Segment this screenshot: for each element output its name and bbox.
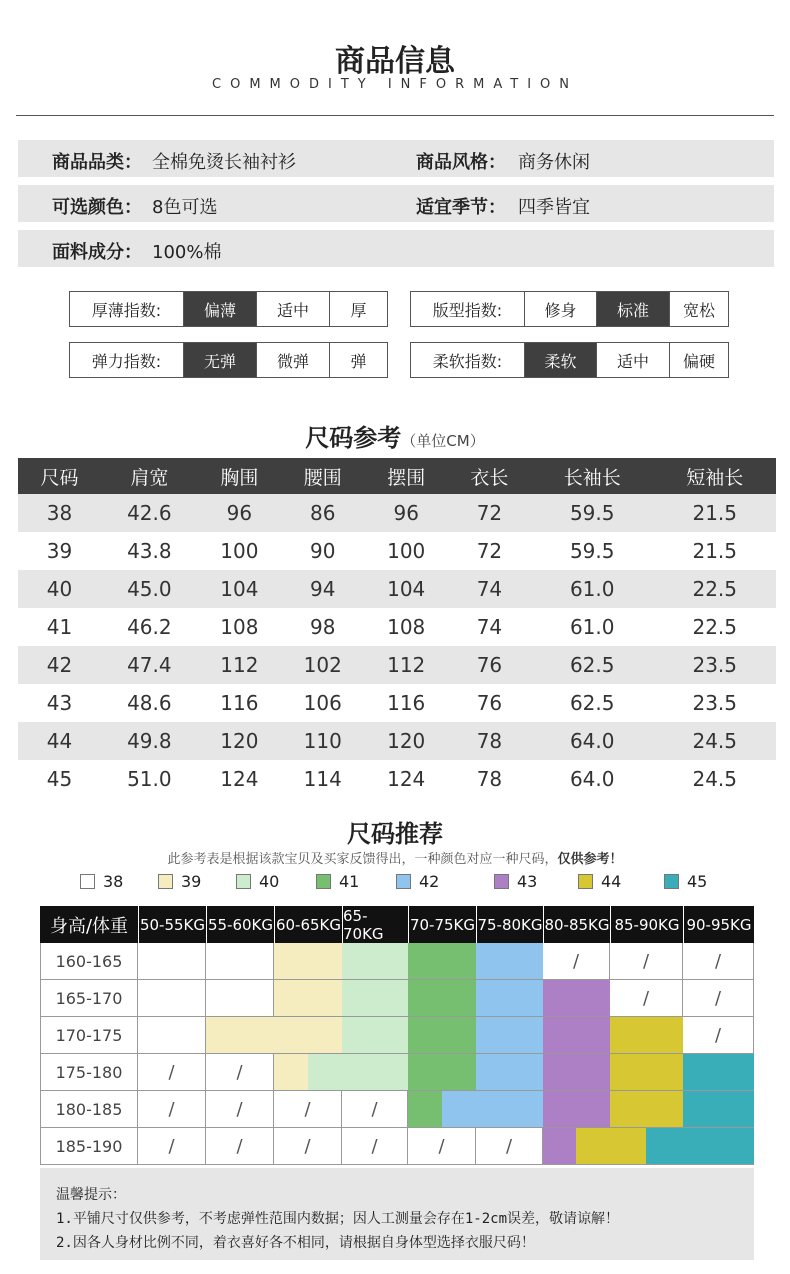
grid-cell: / [610, 943, 683, 980]
grid-cell [138, 943, 206, 980]
legend-label: 41 [339, 872, 360, 891]
legend-item-44 [578, 872, 621, 891]
size-table-header [18, 458, 776, 494]
legend-label: 38 [103, 872, 124, 891]
grid-cell [476, 943, 543, 980]
grid-cell-fill [274, 1054, 308, 1090]
size-cell: 61.0 [531, 570, 654, 608]
size-cell: 64.0 [569, 767, 615, 791]
size-col-header: 长袖长 [531, 458, 654, 494]
elasticity-option-none: 无弹 [183, 343, 256, 377]
legend-label: 43 [517, 872, 538, 891]
category-label: 商品品类： [52, 152, 142, 173]
elasticity-option-slight: 微弹 [256, 343, 329, 377]
size-cell: 86 [281, 494, 364, 532]
size-row [18, 608, 776, 646]
grid-cell: / [342, 1091, 408, 1128]
size-cell: 110 [281, 722, 364, 760]
grid-cell [476, 980, 543, 1017]
height-label: 170-175 [40, 1017, 138, 1054]
fit-index-label: 版型指数: [432, 300, 503, 320]
grid-cell: / [342, 1128, 408, 1165]
size-col-header: 腰围 [281, 458, 364, 494]
legend-label: 45 [687, 872, 708, 891]
size-cell: 62.5 [531, 646, 654, 684]
grid-cell: / [206, 1128, 274, 1165]
size-cell: 100 [220, 539, 259, 563]
info-row-3 [18, 230, 774, 267]
legend-label: 42 [419, 872, 440, 891]
size-row [18, 494, 776, 532]
size-cell: 76 [448, 646, 531, 684]
size-row [18, 532, 776, 570]
legend-swatch [664, 874, 679, 889]
grid-cell: / [408, 1128, 476, 1165]
grid-cell [274, 1017, 342, 1054]
grid-cell: / [206, 1054, 274, 1091]
style-value: 商务休闲 [518, 152, 590, 173]
size-row [18, 646, 776, 684]
softness-index-label: 柔软指数: [432, 351, 503, 371]
weight-header: 65-70KG [342, 906, 408, 943]
size-cell: 61.0 [569, 615, 615, 639]
tips-line-2: 2.因各人身材比例不同，着衣喜好各不相同，请根据自身体型选择衣服尺码！ [56, 1235, 535, 1251]
grid-cell: / [683, 943, 754, 980]
grid-cell [476, 1017, 543, 1054]
grid-cell [610, 1017, 683, 1054]
legend-swatch [396, 874, 411, 889]
grid-corner: 身高/体重 [40, 906, 138, 943]
grid-cell: / [206, 1091, 274, 1128]
size-col-header: 肩宽 [101, 458, 198, 494]
grid-cell: / [138, 1128, 206, 1165]
size-cell: 102 [281, 646, 364, 684]
recommend-note-emphasis: 仅供参考！ [557, 852, 623, 867]
size-cell: 74 [476, 615, 503, 639]
size-cell: 76 [476, 691, 503, 715]
grid-cell [683, 1054, 754, 1091]
size-cell: 46.2 [127, 615, 172, 639]
grid-cell [138, 1017, 206, 1054]
thickness-option-thick: 厚 [329, 292, 387, 326]
color-value: 8色可选 [152, 197, 218, 218]
info-row-1 [18, 140, 774, 177]
height-label: 160-165 [40, 943, 138, 980]
size-cell: 116 [220, 691, 259, 715]
size-cell: 40 [18, 570, 101, 608]
fit-option-loose: 宽松 [669, 292, 728, 326]
size-cell: 59.5 [531, 494, 654, 532]
size-table [18, 458, 776, 798]
size-cell: 23.5 [653, 646, 776, 684]
elasticity-index [69, 342, 388, 378]
height-label: 165-170 [40, 980, 138, 1017]
size-cell: 22.5 [653, 570, 776, 608]
recommend-title: 尺码推荐 [347, 820, 443, 848]
size-cell: 112 [198, 646, 281, 684]
weight-header: 55-60KG [206, 906, 274, 943]
size-cell: 108 [387, 615, 426, 639]
weight-header: 90-95KG [683, 906, 754, 943]
grid-cell [408, 1017, 476, 1054]
size-table-title: 尺码参考 [305, 424, 402, 452]
grid-cell: / [610, 980, 683, 1017]
size-cell: 45.0 [101, 570, 198, 608]
softness-index [410, 342, 729, 378]
grid-cell [476, 1091, 543, 1128]
fabric-label: 面料成分： [52, 242, 142, 263]
grid-border [137, 943, 138, 1165]
size-cell: 78 [476, 767, 503, 791]
grid-cell: / [683, 980, 754, 1017]
season-value: 四季皆宜 [518, 197, 590, 218]
softness-option-hard: 偏硬 [669, 343, 728, 377]
weight-header: 80-85KG [543, 906, 610, 943]
size-col-header: 衣长 [448, 458, 531, 494]
info-row-2 [18, 185, 774, 222]
tips-line-1: 1.平铺尺寸仅供参考，不考虑弹性范围内数据；因人工测量会存在1-2cm误差，敬请谅解！ [56, 1211, 619, 1227]
legend-item-40 [236, 872, 279, 891]
legend-label: 44 [601, 872, 622, 891]
size-cell: 116 [387, 691, 426, 715]
weight-header: 50-55KG [138, 906, 206, 943]
legend-swatch [578, 874, 593, 889]
grid-cell [138, 980, 206, 1017]
size-cell: 59.5 [569, 539, 615, 563]
size-cell: 72 [476, 539, 503, 563]
elasticity-option-elastic: 弹 [329, 343, 387, 377]
size-cell: 62.5 [569, 691, 615, 715]
style-label: 商品风格： [416, 152, 506, 173]
size-cell: 94 [281, 570, 364, 608]
grid-cell [543, 1091, 610, 1128]
size-cell: 124 [387, 767, 426, 791]
category-value: 全棉免烫长袖衬衫 [152, 152, 296, 173]
size-row [18, 570, 776, 608]
size-cell: 104 [198, 570, 281, 608]
size-col-header: 短袖长 [653, 458, 776, 494]
grid-cell-fill [610, 1128, 646, 1164]
grid-cell [408, 980, 476, 1017]
legend-item-42 [396, 872, 439, 891]
page-title: 商品信息 [335, 44, 455, 79]
size-cell: 38 [18, 494, 101, 532]
weight-header: 75-80KG [476, 906, 543, 943]
size-cell: 112 [364, 646, 447, 684]
grid-cell: / [274, 1128, 342, 1165]
size-cell: 44 [18, 722, 101, 760]
height-label: 185-190 [40, 1128, 138, 1165]
legend-item-41 [316, 872, 359, 891]
size-col-header: 摆围 [364, 458, 447, 494]
height-label: 180-185 [40, 1091, 138, 1128]
size-cell: 100 [387, 539, 426, 563]
grid-cell [610, 1091, 683, 1128]
grid-cell [274, 943, 342, 980]
size-cell: 114 [303, 767, 342, 791]
size-cell: 64.0 [531, 722, 654, 760]
grid-cell [476, 1054, 543, 1091]
grid-cell [408, 1054, 476, 1091]
fabric-value: 100%棉 [152, 242, 222, 263]
grid-cell-fill [408, 1091, 442, 1127]
grid-cell [342, 943, 408, 980]
fit-option-standard: 标准 [596, 292, 669, 326]
grid-cell-fill [646, 1128, 683, 1164]
size-cell: 120 [364, 722, 447, 760]
size-cell: 74 [448, 570, 531, 608]
divider [16, 115, 774, 116]
softness-option-medium: 适中 [596, 343, 669, 377]
grid-cell-fill [576, 1128, 610, 1164]
size-cell: 21.5 [653, 494, 776, 532]
grid-cell: / [138, 1091, 206, 1128]
fit-index [410, 291, 729, 327]
grid-cell [610, 1128, 683, 1165]
grid-cell: / [683, 1017, 754, 1054]
size-cell: 43 [46, 691, 73, 715]
grid-cell: / [476, 1128, 543, 1165]
size-cell: 43.8 [127, 539, 172, 563]
size-cell: 24.5 [653, 722, 776, 760]
legend-swatch [236, 874, 251, 889]
legend-label: 39 [181, 872, 202, 891]
season-label: 适宜季节： [416, 197, 506, 218]
grid-cell [408, 943, 476, 980]
weight-header: 85-90KG [610, 906, 683, 943]
grid-cell [610, 1054, 683, 1091]
legend-item-38 [80, 872, 123, 891]
size-cell: 24.5 [692, 767, 737, 791]
size-cell: 42.6 [101, 494, 198, 532]
grid-cell: / [138, 1054, 206, 1091]
grid-cell [206, 1017, 274, 1054]
size-cell: 96 [364, 494, 447, 532]
size-cell: 104 [364, 570, 447, 608]
grid-cell [543, 1128, 610, 1165]
grid-cell [683, 1091, 754, 1128]
grid-cell [543, 980, 610, 1017]
grid-cell [683, 1128, 754, 1165]
size-col-header: 胸围 [198, 458, 281, 494]
grid-cell [274, 980, 342, 1017]
size-cell: 120 [198, 722, 281, 760]
grid-cell-fill [442, 1091, 476, 1127]
grid-cell [543, 1054, 610, 1091]
size-cell: 106 [303, 691, 342, 715]
recommend-note-text: 此参考表是根据该款宝贝及买家反馈得出，一种颜色对应一种尺码， [167, 852, 558, 867]
size-cell: 96 [198, 494, 281, 532]
size-cell: 42 [18, 646, 101, 684]
legend-item-45 [664, 872, 707, 891]
size-col-header: 尺码 [18, 458, 101, 494]
grid-cell [206, 943, 274, 980]
size-cell: 22.5 [692, 615, 737, 639]
size-cell: 39 [46, 539, 73, 563]
size-row [18, 722, 776, 760]
tips-box [40, 1168, 754, 1260]
size-cell: 21.5 [692, 539, 737, 563]
size-cell: 49.8 [101, 722, 198, 760]
grid-cell [342, 980, 408, 1017]
thickness-option-medium: 适中 [256, 292, 329, 326]
size-cell: 51.0 [127, 767, 172, 791]
grid-cell [342, 1017, 408, 1054]
fit-option-slim: 修身 [524, 292, 596, 326]
grid-cell [408, 1091, 476, 1128]
grid-cell: / [543, 943, 610, 980]
legend-swatch [494, 874, 509, 889]
grid-cell [206, 980, 274, 1017]
weight-header: 60-65KG [274, 906, 342, 943]
size-cell: 108 [220, 615, 259, 639]
legend-swatch [80, 874, 95, 889]
size-cell: 98 [310, 615, 336, 639]
elasticity-index-label: 弹力指数: [91, 351, 162, 371]
legend-swatch [316, 874, 331, 889]
legend-item-39 [158, 872, 201, 891]
grid-cell: / [274, 1091, 342, 1128]
weight-header: 70-75KG [408, 906, 476, 943]
size-cell: 47.4 [101, 646, 198, 684]
size-table-unit: （单位CM） [401, 432, 485, 450]
size-cell: 48.6 [127, 691, 172, 715]
grid-cell [342, 1054, 408, 1091]
legend-label: 40 [259, 872, 280, 891]
size-cell: 41 [46, 615, 73, 639]
tips-heading: 温馨提示： [56, 1187, 126, 1203]
size-cell: 72 [448, 494, 531, 532]
grid-cell [274, 1054, 342, 1091]
color-label: 可选颜色： [52, 197, 142, 218]
page-subtitle: COMMODITY INFORMATION [212, 77, 578, 92]
legend-item-43 [494, 872, 537, 891]
size-row [18, 760, 776, 798]
grid-cell-fill [543, 1128, 576, 1164]
grid-cell [543, 1017, 610, 1054]
size-table-heading [0, 418, 790, 453]
size-row [18, 684, 776, 722]
thickness-index-label: 厚薄指数: [91, 300, 162, 320]
size-cell: 78 [448, 722, 531, 760]
grid-cell-fill [308, 1054, 342, 1090]
size-cell: 45 [46, 767, 73, 791]
height-label: 175-180 [40, 1054, 138, 1091]
legend-swatch [158, 874, 173, 889]
recommend-note [0, 848, 790, 867]
softness-option-soft: 柔软 [524, 343, 596, 377]
size-cell: 90 [310, 539, 336, 563]
thickness-option-thin: 偏薄 [183, 292, 256, 326]
thickness-index [69, 291, 388, 327]
size-cell: 124 [220, 767, 259, 791]
size-cell: 23.5 [692, 691, 737, 715]
